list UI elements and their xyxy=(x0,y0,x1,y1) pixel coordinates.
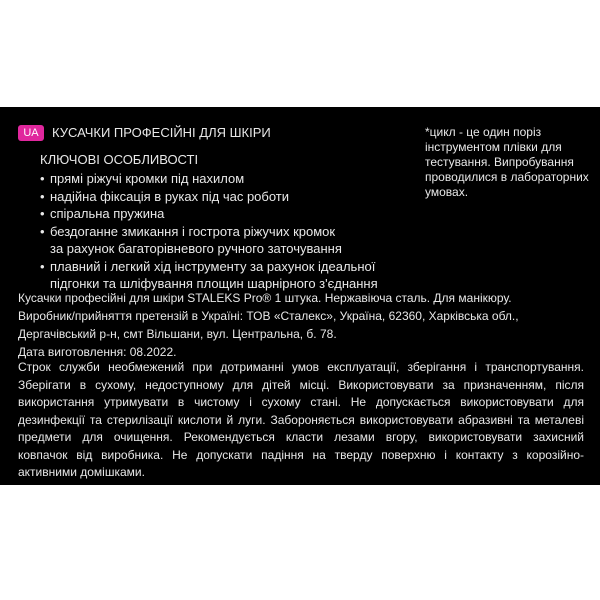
product-line: Кусачки професійні для шкіри STALEKS Pro® 1 штука. Нержавіюча сталь. Для манікюру. xyxy=(18,291,512,305)
bullet-icon: • xyxy=(40,206,45,221)
feature-item: • надійна фіксація в руках під час роботи xyxy=(40,188,290,204)
usage-line: дезинфекції та стерилізації кислоти й луги. Забороняється використовувати абразивні та металеві xyxy=(18,412,584,427)
usage-line: Строк служби необмежений при дотриманні умов експлуатації, зберігання і транспортування. xyxy=(18,360,584,374)
usage-line: Зберігати в сухому, недоступному для дітей місці. Використовувати за призначенням, після xyxy=(18,377,584,392)
feature-item: • плавний і легкий хід інструменту за рахунок ідеальної підгонки та шліфування площин шарнірного з'єднання xyxy=(40,258,378,291)
product-label xyxy=(0,107,600,485)
feature-item: • прямі ріжучі кромки під нахилом xyxy=(40,171,245,186)
bullet-icon: • xyxy=(40,171,45,186)
product-line: Виробник/прийняття претензій в Україні: ТОВ «Сталекс», Україна, 62360, Харківська обл., xyxy=(18,309,519,323)
product-info xyxy=(18,289,519,361)
product-title: КУСАЧКИ ПРОФЕСІЙНІ ДЛЯ ШКІРИ xyxy=(52,125,271,140)
usage-line: активними домішками. xyxy=(18,465,145,479)
feature-item: • бездоганне змикання і гострота ріжучих кромок за рахунок багаторівневого ручного заточування xyxy=(40,223,342,256)
usage-line: використання утримувати в чистому і сухому стані. Не допускається використовувати для xyxy=(18,395,584,409)
bullet-icon: • xyxy=(40,223,45,239)
product-line: Дата виготовлення: 08.2022. xyxy=(18,345,177,359)
feature-item: • спіральна пружина xyxy=(40,206,165,221)
cycle-footnote: *цикл - це один поріз інструментом плівки для тестування. Випробування проводилися в лабораторних умовах. xyxy=(425,125,589,199)
usage-line: предмети для очищення. Рекомендується класти лезами вгору, використовувати захисний xyxy=(18,430,584,444)
usage-instructions xyxy=(18,359,584,482)
bullet-icon: • xyxy=(40,258,45,274)
features-list xyxy=(40,170,378,293)
usage-line: ковпачок від виробника. Не допускати падіння на тверду поверхню і контакту з корозійно- xyxy=(18,447,584,462)
features-heading: КЛЮЧОВІ ОСОБЛИВОСТІ xyxy=(40,152,199,167)
language-badge: UA xyxy=(18,125,44,141)
bullet-icon: • xyxy=(40,188,45,204)
product-line: Дергачівський р-н, смт Вільшани, вул. Центральна, б. 78. xyxy=(18,327,337,341)
